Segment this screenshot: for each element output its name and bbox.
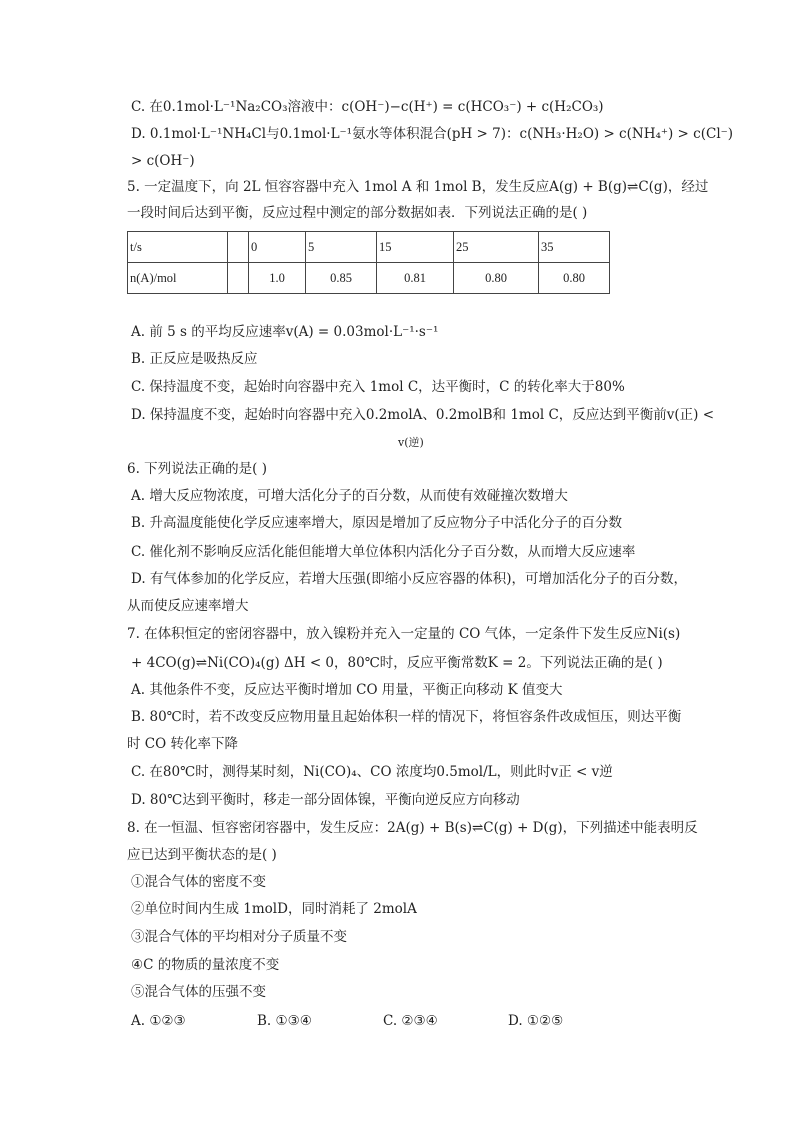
table-cell — [228, 263, 249, 294]
q7-option-b: B. 80℃时，若不改变反应物用量且起始体积一样的情况下，将恒容条件改成恒压，则达平衡 — [131, 709, 682, 725]
table-row — [128, 263, 610, 294]
table-cell: 0 — [249, 232, 306, 263]
table-row — [128, 232, 610, 263]
q7-option-a: A. 其他条件不变，反应达平衡时增加 CO 用量，平衡正向移动 K 值变大 — [131, 682, 563, 698]
q8-statement-4: ④C 的物质的量浓度不变 — [131, 957, 280, 973]
q4-option-d: D. 0.1mol·L⁻¹NH₄Cl与0.1mol·L⁻¹氨水等体积混合(pH > 7)：c(NH₃·H₂O) > c(NH₄⁺) > c(Cl⁻) — [131, 126, 734, 142]
q7-stem-cont: + 4CO(g)⇌Ni(CO)₄(g) ΔH < 0，80℃时，反应平衡常数K = 2。下列说法正确的是( ) — [131, 655, 663, 671]
table-cell: 5 — [306, 232, 377, 263]
table-cell: 0.81 — [377, 263, 454, 294]
data-table — [127, 231, 610, 294]
q8-choice-c: C. ②③④ — [383, 1013, 438, 1029]
table-cell: t/s — [128, 232, 228, 263]
q6-option-b: B. 升高温度能使化学反应速率增大，原因是增加了反应物分子中活化分子的百分数 — [131, 515, 623, 531]
q6-option-a: A. 增大反应物浓度，可增大活化分子的百分数，从而使有效碰撞次数增大 — [131, 488, 568, 504]
table-cell: n(A)/mol — [128, 263, 228, 294]
table-cell: 0.80 — [539, 263, 610, 294]
q8-stem: 8. 在一恒温、恒容密闭容器中，发生反应：2A(g) + B(s)⇌C(g) + D(g)，下列描述中能表明反 — [127, 820, 698, 836]
q7-option-c: C. 在80℃时，测得某时刻，Ni(CO)₄、CO 浓度均0.5mol/L，则此时v正 < v逆 — [131, 764, 613, 780]
q8-choice-a: A. ①②③ — [131, 1013, 186, 1029]
q7-option-b-cont: 时 CO 转化率下降 — [127, 736, 238, 752]
table-cell: 35 — [539, 232, 610, 263]
q5-option-d-cont: v(逆) — [398, 436, 424, 449]
table-cell: 15 — [377, 232, 454, 263]
q6-option-c: C. 催化剂不影响反应活化能但能增大单位体积内活化分子百分数，从而增大反应速率 — [131, 544, 636, 560]
q8-stem-cont: 应已达到平衡状态的是( ) — [127, 847, 277, 863]
table-cell: 0.80 — [454, 263, 539, 294]
q5-option-b: B. 正反应是吸热反应 — [131, 351, 258, 367]
q5-stem: 5. 一定温度下，向 2L 恒容容器中充入 1mol A 和 1mol B，发生反应A(g) + B(g)⇌C(g)，经过 — [127, 179, 709, 195]
q4-option-c: C. 在0.1mol·L⁻¹Na₂CO₃溶液中：c(OH⁻)−c(H⁺) = c(HCO₃⁻) + c(H₂CO₃) — [131, 99, 604, 115]
table-cell — [228, 232, 249, 263]
table-cell: 1.0 — [249, 263, 306, 294]
q8-statement-5: ⑤混合气体的压强不变 — [131, 984, 266, 1000]
q8-statement-2: ②单位时间内生成 1molD，同时消耗了 2molA — [131, 901, 417, 917]
q8-statement-1: ①混合气体的密度不变 — [131, 874, 266, 890]
q8-choice-b: B. ①③④ — [257, 1013, 312, 1029]
q6-stem: 6. 下列说法正确的是( ) — [127, 461, 267, 477]
q7-option-d: D. 80℃达到平衡时，移走一部分固体镍，平衡向逆反应方向移动 — [131, 792, 520, 808]
q5-stem-cont: 一段时间后达到平衡，反应过程中测定的部分数据如表．下列说法正确的是( ) — [127, 205, 588, 221]
q6-option-d-cont: 从而使反应速率增大 — [127, 598, 249, 614]
q4-option-d-cont: > c(OH⁻) — [131, 153, 195, 169]
table-cell: 0.85 — [306, 263, 377, 294]
q8-statement-3: ③混合气体的平均相对分子质量不变 — [131, 929, 347, 945]
q5-option-c: C. 保持温度不变，起始时向容器中充入 1mol C，达平衡时，C 的转化率大于80% — [131, 379, 625, 395]
table-cell: 25 — [454, 232, 539, 263]
q8-choice-d: D. ①②⑤ — [508, 1013, 564, 1029]
q6-option-d: D. 有气体参加的化学反应，若增大压强(即缩小反应容器的体积)，可增加活化分子的百分数， — [131, 571, 687, 587]
q5-option-d: D. 保持温度不变，起始时向容器中充入0.2molA、0.2molB和 1mol C，反应达到平衡前v(正) < — [131, 407, 715, 423]
q7-stem: 7. 在体积恒定的密闭容器中，放入镍粉并充入一定量的 CO 气体，一定条件下发生反应Ni(s) — [127, 626, 681, 642]
q5-option-a: A. 前 5 s 的平均反应速率v(A) = 0.03mol·L⁻¹·s⁻¹ — [131, 324, 439, 340]
